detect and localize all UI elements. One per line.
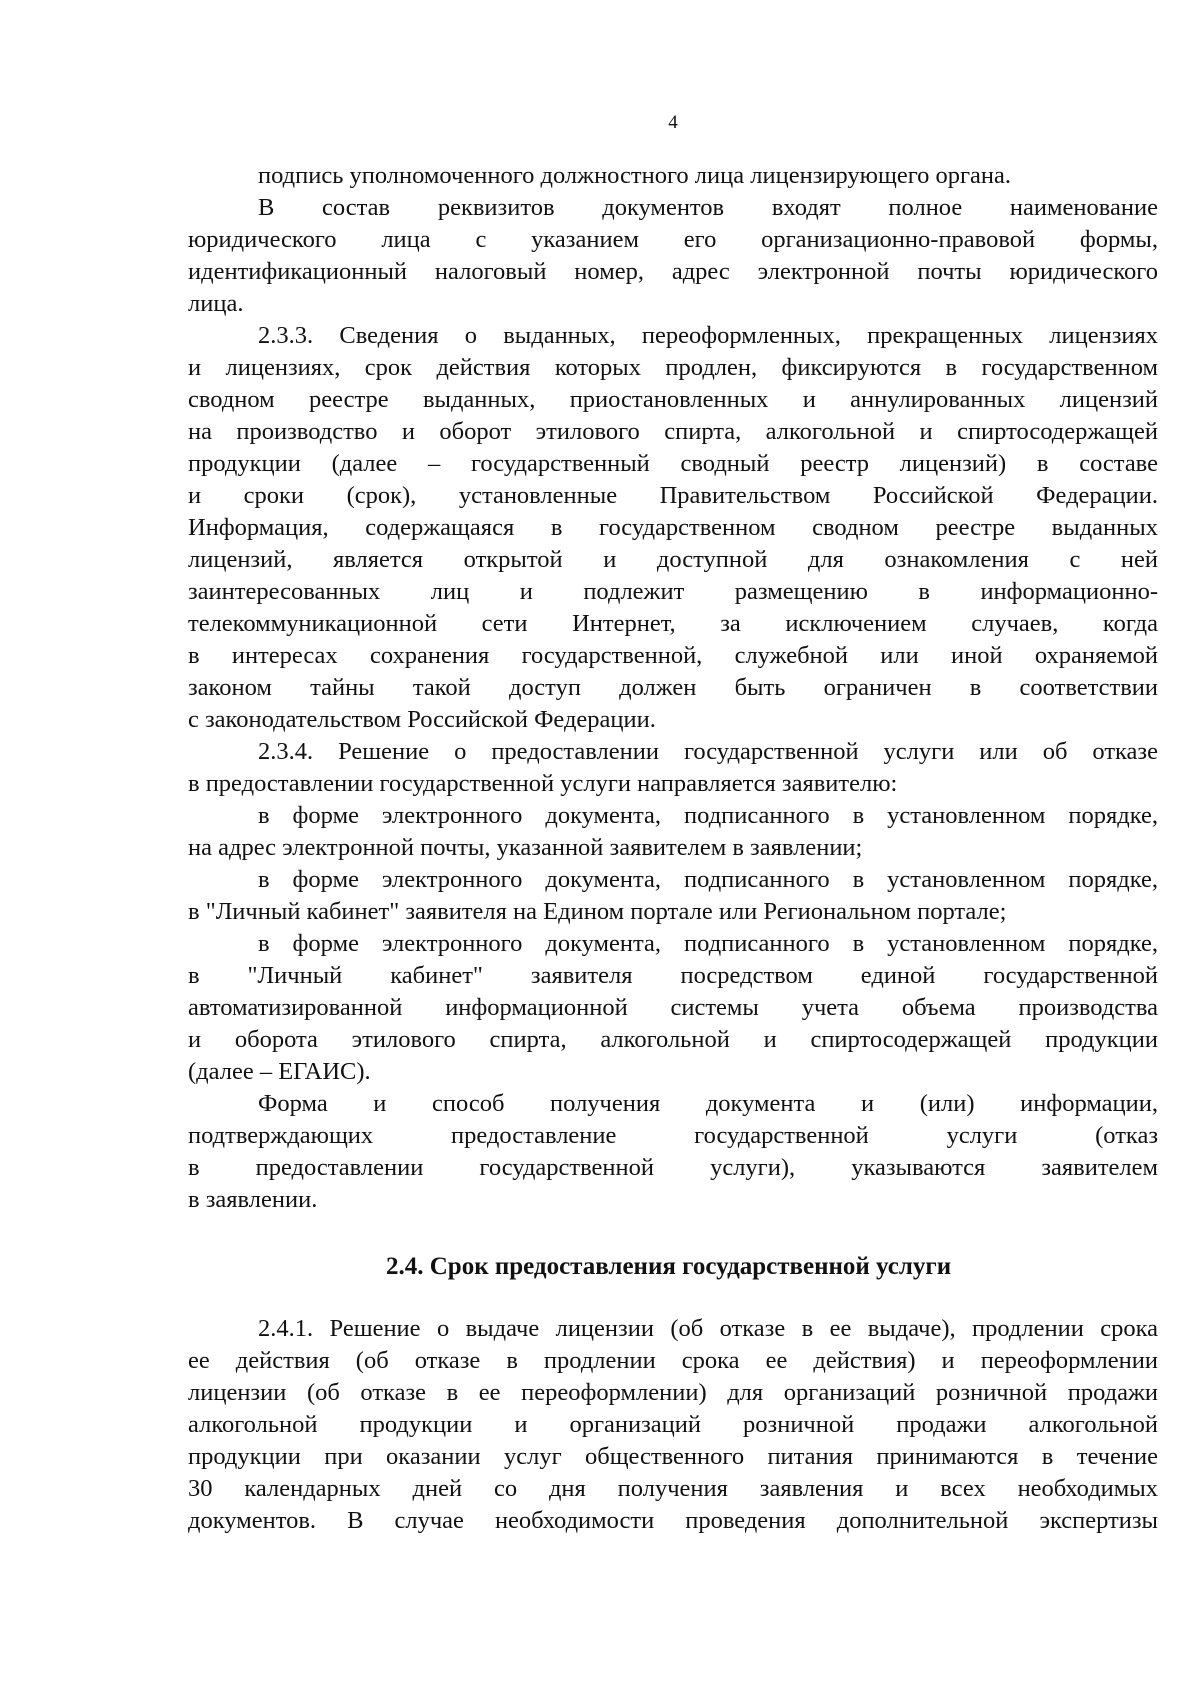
- text-line: в предоставлении государственной услуги), указываются заявителем: [188, 1154, 1158, 1181]
- text-line: лицензий, является открытой и доступной для ознакомления с ней: [188, 546, 1158, 573]
- text-line: 2.4.1. Решение о выдаче лицензии (об отказе в ее выдаче), продлении срока: [258, 1315, 1158, 1342]
- document-body: [188, 160, 1158, 1537]
- text-line: и лицензиях, срок действия которых продлен, фиксируются в государственном: [188, 354, 1158, 381]
- text-line: в "Личный кабинет" заявителя на Едином портале или Региональном портале;: [188, 898, 1007, 925]
- text-line: алкогольной продукции и организаций розничной продажи алкогольной: [188, 1411, 1158, 1438]
- text-line: продукции при оказании услуг общественного питания принимаются в течение: [188, 1443, 1158, 1470]
- text-line: заинтересованных лиц и подлежит размещению в информационно-: [188, 578, 1158, 605]
- text-line: и сроки (срок), установленные Правительством Российской Федерации.: [188, 482, 1158, 509]
- text-line: в форме электронного документа, подписанного в установленном порядке,: [258, 930, 1158, 957]
- text-line: продукции (далее – государственный сводный реестр лицензий) в составе: [188, 450, 1158, 477]
- text-line: 2.3.4. Решение о предоставлении государственной услуги или об отказе: [258, 738, 1158, 765]
- text-line: с законодательством Российской Федерации.: [188, 706, 656, 733]
- text-line: лицензии (об отказе в ее переоформлении) для организаций розничной продажи: [188, 1379, 1158, 1406]
- text-line: на производство и оборот этилового спирта, алкогольной и спиртосодержащей: [188, 418, 1158, 445]
- text-line: Информация, содержащаяся в государственном сводном реестре выданных: [188, 514, 1158, 541]
- page-number: 4: [668, 112, 678, 133]
- text-line: (далее – ЕГАИС).: [188, 1058, 371, 1085]
- text-line: сводном реестре выданных, приостановленных и аннулированных лицензий: [188, 386, 1158, 413]
- text-line: 30 календарных дней со дня получения заявления и всех необходимых: [188, 1475, 1158, 1502]
- text-line: подтверждающих предоставление государственной услуги (отказ: [188, 1122, 1158, 1149]
- text-line: ее действия (об отказе в продлении срока ее действия) и переоформлении: [188, 1347, 1158, 1374]
- text-line: идентификационный налоговый номер, адрес электронной почты юридического: [188, 258, 1158, 285]
- text-line: в форме электронного документа, подписанного в установленном порядке,: [258, 866, 1158, 893]
- text-line: юридического лица с указанием его организационно-правовой формы,: [188, 226, 1158, 253]
- text-line: в "Личный кабинет" заявителя посредством единой государственной: [188, 962, 1158, 989]
- section-heading: 2.4. Срок предоставления государственной услуги: [386, 1253, 952, 1280]
- text-line: Форма и способ получения документа и (или) информации,: [258, 1090, 1158, 1117]
- text-line: 2.3.3. Сведения о выданных, переоформленных, прекращенных лицензиях: [258, 322, 1158, 349]
- text-line: документов. В случае необходимости проведения дополнительной экспертизы: [188, 1507, 1158, 1534]
- text-line: в заявлении.: [188, 1186, 318, 1213]
- text-line: законом тайны такой доступ должен быть ограничен в соответствии: [188, 674, 1158, 701]
- text-line: и оборота этилового спирта, алкогольной и спиртосодержащей продукции: [188, 1026, 1158, 1053]
- text-line: в предоставлении государственной услуги направляется заявителю:: [188, 770, 898, 797]
- text-line: лица.: [188, 290, 244, 317]
- text-line: на адрес электронной почты, указанной заявителем в заявлении;: [188, 834, 863, 861]
- text-line: в интересах сохранения государственной, служебной или иной охраняемой: [188, 642, 1158, 669]
- text-line: автоматизированной информационной системы учета объема производства: [188, 994, 1158, 1021]
- text-line: в форме электронного документа, подписанного в установленном порядке,: [258, 802, 1158, 829]
- text-line: В состав реквизитов документов входят полное наименование: [258, 194, 1158, 221]
- text-line: телекоммуникационной сети Интернет, за исключением случаев, когда: [188, 610, 1158, 637]
- text-line: подпись уполномоченного должностного лица лицензирующего органа.: [258, 162, 1012, 189]
